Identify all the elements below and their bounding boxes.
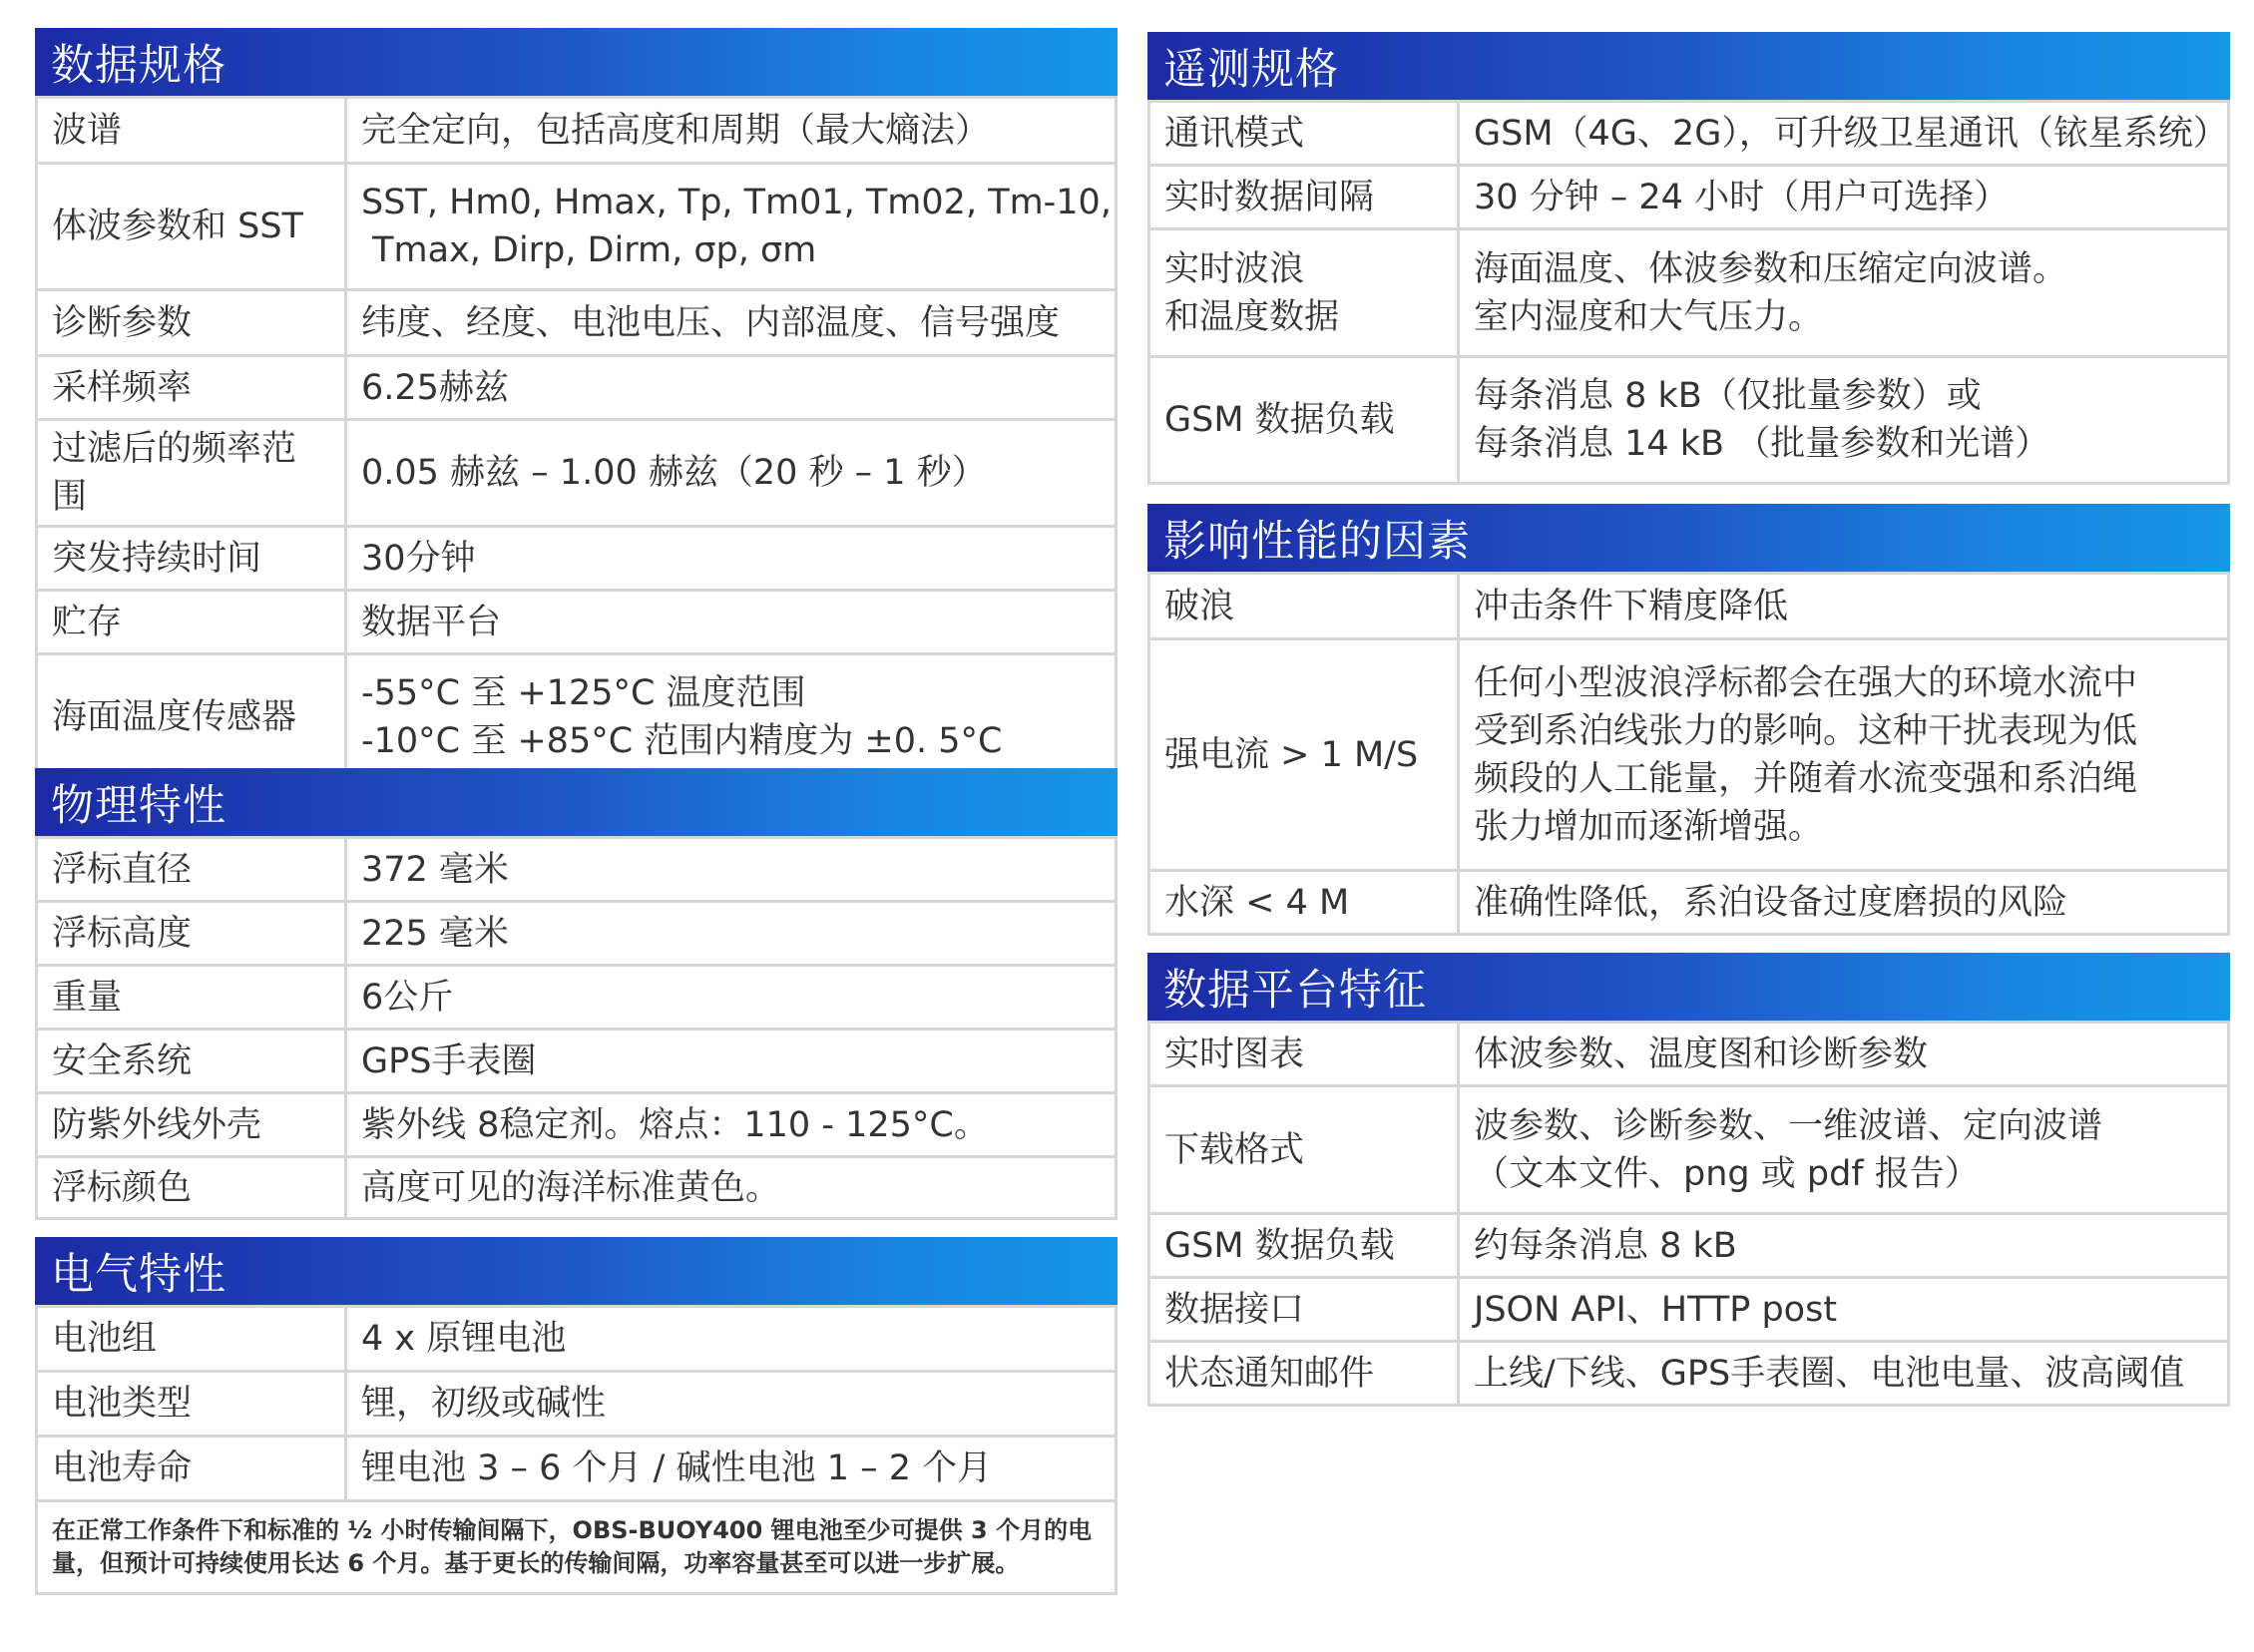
section-electrical	[35, 1237, 1118, 1595]
spec-value-line: GPS手表圈	[361, 1040, 537, 1081]
spec-label: 通讯模式	[1149, 102, 1459, 166]
spec-label: 波谱	[37, 98, 346, 164]
table-row	[1149, 1086, 2229, 1214]
spec-value-line: 30分钟	[361, 538, 476, 579]
spec-value	[346, 1307, 1117, 1372]
table-row	[37, 290, 1117, 356]
section-factors	[1147, 504, 2230, 936]
table-row	[37, 966, 1117, 1030]
spec-value-line: 高度可见的海洋标准黄色。	[361, 1167, 781, 1208]
spec-value-line: 4 x 原锂电池	[361, 1319, 567, 1359]
table-row	[1149, 166, 2229, 229]
spec-value	[346, 654, 1117, 780]
table-row	[1149, 574, 2229, 639]
battery-note: 在正常工作条件下和标准的 ½ 小时传输间隔下，OBS-BUOY400 锂电池至少可提供 3 个月的电量，但预计可持续使用长达 6 个月。基于更长的传输间隔，功率容量甚至可以进一步扩展。	[35, 1502, 1118, 1595]
spec-label: 防紫外线外壳	[37, 1093, 346, 1157]
spec-value	[1459, 1278, 2229, 1342]
spec-value	[346, 1030, 1117, 1093]
spec-value-line: 任何小型波浪浮标都会在强大的环境水流中	[1474, 662, 2138, 703]
spec-value	[1459, 1342, 2229, 1406]
spec-label: 电池类型	[37, 1372, 346, 1437]
table-row	[37, 420, 1117, 527]
spec-value	[346, 1372, 1117, 1437]
table-row	[1149, 229, 2229, 357]
spec-label: 水深 < 4 M	[1149, 871, 1459, 935]
spec-value-line: 室内湿度和大气压力。	[1474, 296, 1824, 337]
table-row	[37, 1307, 1117, 1372]
spec-value-line: 上线/下线、GPS手表圈、电池电量、波高阈值	[1474, 1353, 2185, 1394]
spec-value	[1459, 166, 2229, 229]
spec-label: 采样频率	[37, 356, 346, 420]
spec-value-line: 紫外线 8稳定剂。熔点：110 - 125°C。	[361, 1104, 989, 1145]
spec-value-line: 30 分钟 – 24 小时（用户可选择）	[1474, 177, 2010, 217]
spec-value	[346, 527, 1117, 591]
spec-label: 下载格式	[1149, 1086, 1459, 1214]
spec-value-line: 波参数、诊断参数、一维波谱、定向波谱	[1474, 1105, 2103, 1146]
spec-value-line: 完全定向，包括高度和周期（最大熵法）	[361, 110, 991, 151]
spec-label: 突发持续时间	[37, 527, 346, 591]
spec-label: 海面温度传感器	[37, 654, 346, 780]
spec-value-line: 6.25赫兹	[361, 367, 509, 408]
spec-label: 实时数据间隔	[1149, 166, 1459, 229]
spec-value	[346, 1093, 1117, 1157]
spec-value-line: GSM（4G、2G），可升级卫星通讯（铱星系统）	[1474, 113, 2228, 154]
spec-value-line: 约每条消息 8 kB	[1474, 1225, 1737, 1266]
spec-value	[346, 290, 1117, 356]
table-row	[37, 527, 1117, 591]
spec-label: 实时图表	[1149, 1023, 1459, 1086]
table-row	[37, 1372, 1117, 1437]
spec-value	[346, 902, 1117, 966]
spec-label: 重量	[37, 966, 346, 1030]
table-row	[1149, 871, 2229, 935]
spec-value-line: 受到系泊线张力的影响。这种干扰表现为低	[1474, 710, 2138, 751]
spec-value-line: 0.05 赫兹 – 1.00 赫兹（20 秒 – 1 秒）	[361, 453, 987, 493]
spec-value-line: 锂，初级或碱性	[361, 1384, 607, 1424]
section-title: 影响性能的因素	[1147, 504, 2230, 572]
spec-value	[1459, 639, 2229, 871]
table-row	[37, 356, 1117, 420]
spec-value-line: 准确性降低，系泊设备过度磨损的风险	[1474, 882, 2068, 923]
table-row	[1149, 1278, 2229, 1342]
section-platform	[1147, 953, 2230, 1407]
spec-value	[346, 1437, 1117, 1501]
section-data-spec	[35, 28, 1118, 781]
spec-table	[35, 836, 1118, 1220]
table-row	[1149, 357, 2229, 484]
spec-label: 浮标直径	[37, 838, 346, 902]
spec-label: 破浪	[1149, 574, 1459, 639]
table-row	[1149, 1342, 2229, 1406]
table-row	[37, 654, 1117, 780]
spec-value-line: 每条消息 8 kB（仅批量参数）或	[1474, 376, 1982, 416]
spec-value-line: 频段的人工能量，并随着水流变强和系泊绳	[1474, 758, 2138, 799]
spec-value	[1459, 229, 2229, 357]
table-row	[1149, 1214, 2229, 1278]
spec-value-line: SST, Hm0, Hmax, Tp, Tm01, Tm02, Tm-10,	[361, 183, 1112, 222]
section-physical	[35, 768, 1118, 1220]
spec-value	[1459, 574, 2229, 639]
spec-value-line: 数据平台	[361, 602, 502, 642]
table-row	[37, 164, 1117, 290]
spec-value-line: 锂电池 3 – 6 个月 / 碱性电池 1 – 2 个月	[361, 1448, 993, 1488]
spec-value	[346, 966, 1117, 1030]
spec-value	[346, 591, 1117, 654]
spec-table	[35, 1305, 1118, 1502]
spec-value	[346, 98, 1117, 164]
spec-value	[346, 164, 1117, 290]
spec-value	[346, 356, 1117, 420]
spec-table	[1147, 572, 2230, 936]
spec-table	[1147, 100, 2230, 485]
spec-value	[1459, 1023, 2229, 1086]
spec-label: 浮标高度	[37, 902, 346, 966]
table-row	[37, 1437, 1117, 1501]
spec-value	[346, 420, 1117, 527]
spec-value-line: 张力增加而逐渐增强。	[1474, 806, 1824, 847]
spec-value-line: 225 毫米	[361, 913, 509, 954]
spec-value-line: （文本文件、png 或 pdf 报告）	[1474, 1153, 1980, 1194]
section-title: 遥测规格	[1147, 32, 2230, 100]
section-title: 物理特性	[35, 768, 1118, 836]
section-title: 数据规格	[35, 28, 1118, 96]
spec-value-line: 海面温度、体波参数和压缩定向波谱。	[1474, 248, 2068, 289]
spec-label: 状态通知邮件	[1149, 1342, 1459, 1406]
spec-label: GSM 数据负载	[1149, 357, 1459, 484]
spec-value-line: -10°C 至 +85°C 范围内精度为 ±0. 5°C	[361, 720, 1003, 761]
spec-value-line: 6公斤	[361, 977, 454, 1018]
spec-label: 强电流 > 1 M/S	[1149, 639, 1459, 871]
spec-value-line: JSON API、HTTP post	[1474, 1289, 1838, 1330]
spec-value	[346, 838, 1117, 902]
spec-label: 电池组	[37, 1307, 346, 1372]
table-row	[1149, 102, 2229, 166]
section-title: 数据平台特征	[1147, 953, 2230, 1021]
section-telemetry	[1147, 32, 2230, 485]
spec-value-line: 冲击条件下精度降低	[1474, 586, 1789, 626]
table-row	[37, 98, 1117, 164]
spec-label: 浮标颜色	[37, 1157, 346, 1219]
table-row	[1149, 639, 2229, 871]
spec-label: 电池寿命	[37, 1437, 346, 1501]
spec-value-line: 纬度、经度、电池电压、内部温度、信号强度	[361, 302, 1061, 343]
spec-label: 过滤后的频率范围	[37, 420, 346, 527]
spec-label: 体波参数和 SST	[37, 164, 346, 290]
spec-value	[1459, 1086, 2229, 1214]
table-row	[37, 591, 1117, 654]
spec-label: GSM 数据负载	[1149, 1214, 1459, 1278]
table-row	[37, 902, 1117, 966]
spec-value-line: 372 毫米	[361, 849, 509, 890]
spec-label: 贮存	[37, 591, 346, 654]
spec-value-line: -55°C 至 +125°C 温度范围	[361, 672, 806, 713]
spec-value	[1459, 871, 2229, 935]
table-row	[37, 1157, 1117, 1219]
spec-value	[1459, 102, 2229, 166]
spec-table	[35, 96, 1118, 781]
section-title: 电气特性	[35, 1237, 1118, 1305]
spec-value	[1459, 1214, 2229, 1278]
spec-label: 安全系统	[37, 1030, 346, 1093]
spec-value-line: 体波参数、温度图和诊断参数	[1474, 1033, 1929, 1074]
spec-value-line: 每条消息 14 kB （批量参数和光谱）	[1474, 424, 2050, 464]
spec-value	[346, 1157, 1117, 1219]
spec-value-line: Tmax, Dirp, Dirm, σp, σm	[361, 230, 817, 270]
table-row	[1149, 1023, 2229, 1086]
spec-value	[1459, 357, 2229, 484]
spec-label: 诊断参数	[37, 290, 346, 356]
table-row	[37, 838, 1117, 902]
table-row	[37, 1093, 1117, 1157]
spec-label: 数据接口	[1149, 1278, 1459, 1342]
table-row	[37, 1030, 1117, 1093]
spec-label: 实时波浪 和温度数据	[1149, 229, 1459, 357]
spec-table	[1147, 1021, 2230, 1407]
